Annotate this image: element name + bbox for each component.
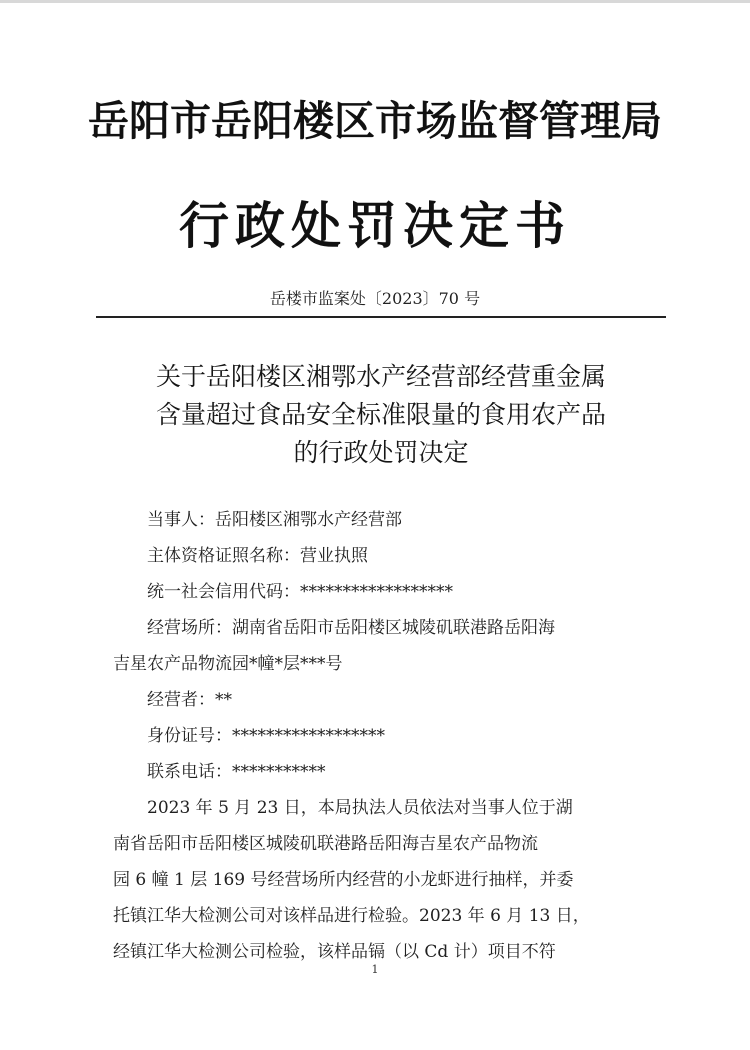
business-address-line: 经营场所：湖南省岳阳市岳阳楼区城陵矶联港路岳阳海: [147, 618, 555, 638]
party-name-line: 当事人：岳阳楼区湘鄂水产经营部: [147, 510, 402, 530]
document-type-title: 行政处罚决定书: [179, 197, 571, 255]
license-type-line: 主体资格证照名称：营业执照: [147, 546, 368, 566]
subject-line: 含量超过食品安全标准限量的食用农产品: [155, 400, 606, 429]
subject-line: 的行政处罚决定: [293, 438, 469, 467]
paragraph-line: 2023 年 5 月 23 日，本局执法人员依法对当事人位于湖: [147, 798, 573, 818]
page-number: 1: [371, 963, 379, 976]
paragraph-line: 经镇江华大检测公司检验，该样品镉（以 Cd 计）项目不符: [113, 942, 556, 962]
business-address-continued: 吉星农产品物流园*幢*层***号: [113, 654, 343, 674]
scan-top-edge: [0, 0, 750, 3]
paragraph-line: 园 6 幢 1 层 169 号经营场所内经营的小龙虾进行抽样，并委: [113, 870, 574, 890]
header-divider: [96, 316, 666, 318]
id-number-line: 身份证号：******************: [147, 726, 385, 746]
paragraph-line: 托镇江华大检测公司对该样品进行检验。2023 年 6 月 13 日，: [113, 906, 590, 926]
paragraph-line: 南省岳阳市岳阳楼区城陵矶联港路岳阳海吉星农产品物流: [113, 834, 538, 854]
document-number: 岳楼市监案处〔2023〕70 号: [269, 289, 481, 308]
subject-line: 关于岳阳楼区湘鄂水产经营部经营重金属: [155, 362, 606, 391]
operator-line: 经营者：**: [147, 690, 232, 710]
credit-code-line: 统一社会信用代码：******************: [147, 582, 453, 602]
agency-title: 岳阳市岳阳楼区市场监督管理局: [88, 97, 662, 145]
phone-line: 联系电话：***********: [147, 762, 326, 782]
document-body: [113, 502, 653, 970]
subject-title: [96, 358, 666, 472]
